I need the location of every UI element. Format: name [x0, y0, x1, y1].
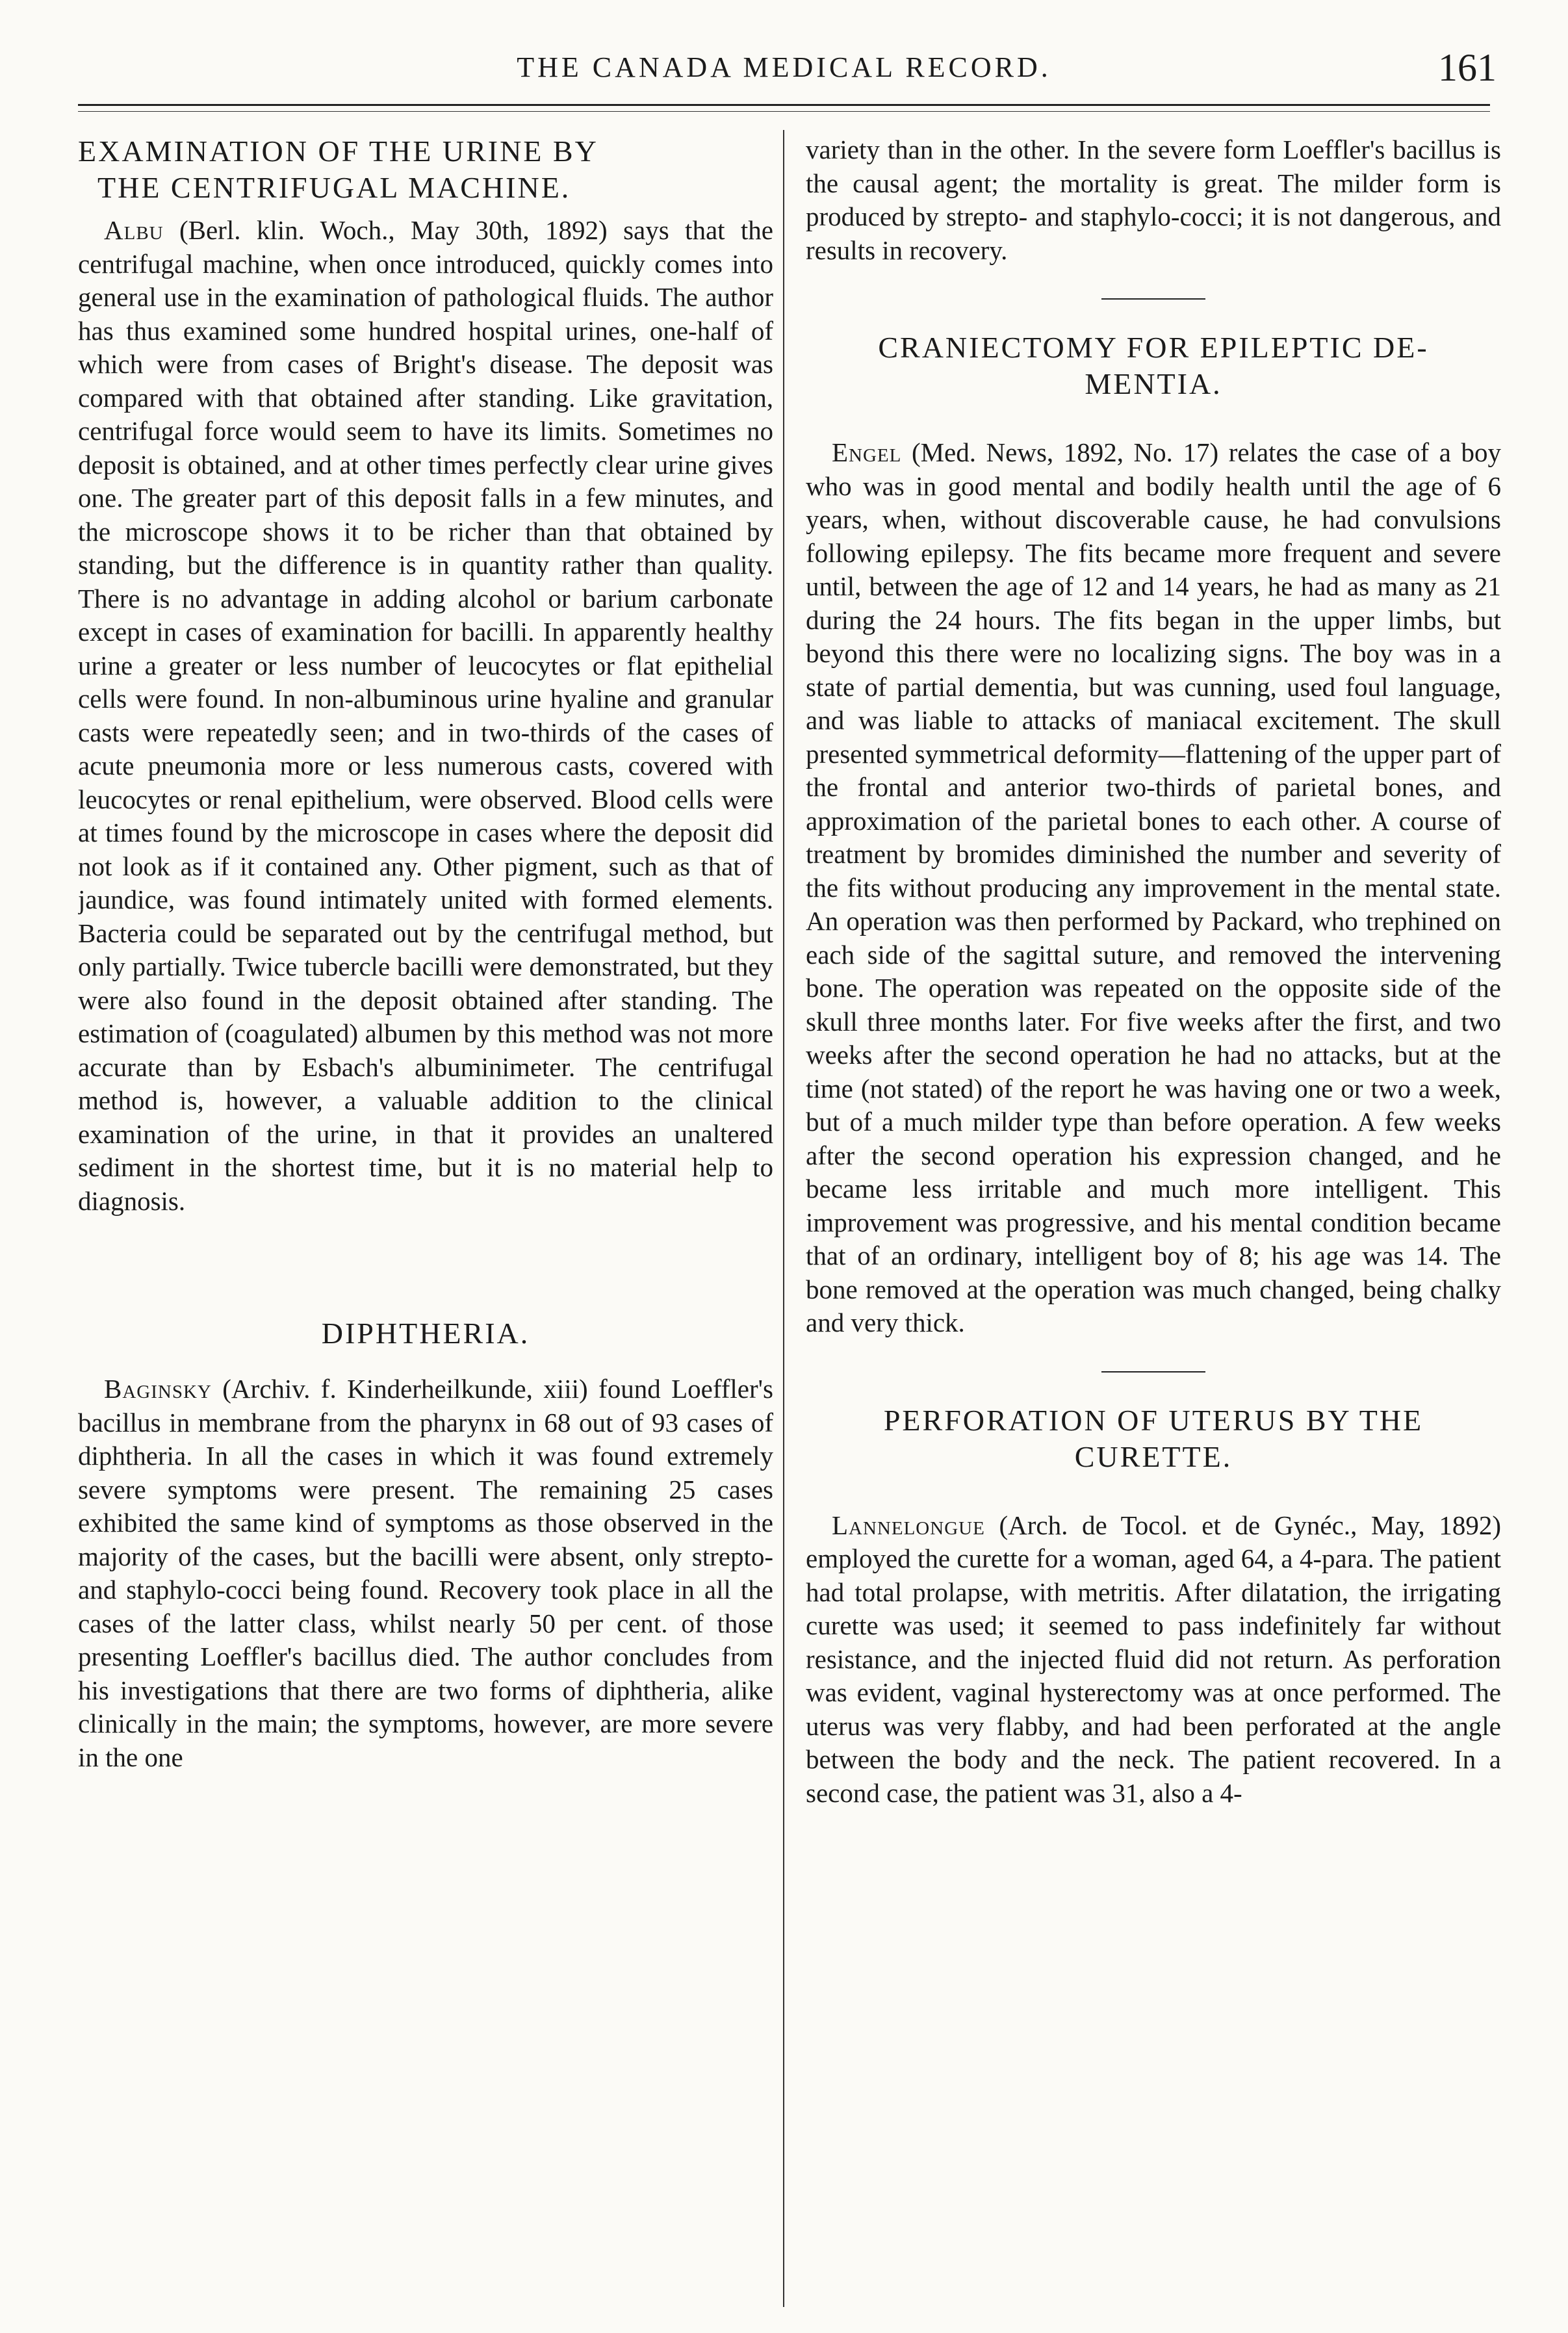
author-lannelongue: Lannelongue: [832, 1510, 985, 1540]
title-gap: [78, 1360, 773, 1373]
column-divider: [783, 130, 784, 2307]
right-column: [806, 133, 1501, 2307]
article-body-diphtheria: [78, 1373, 773, 1774]
article-text-perforation: (Arch. de Tocol. et de Gynéc., May, 1892) employed the curette for a woman, aged 64, a 4-para. The patient had total prolapse, with metritis. After dilatation, the irrigating curette was used; it seemed to pass indefinitely far without resistance, and the injected fluid did not return. As perforation was evident, vaginal hysterectomy was at once performed. The uterus was very flabby, and had been perforated at the angle between the body and the neck. The patient recovered. In a second case, the patient was 31, also a 4-: [806, 1510, 1501, 1808]
article-body-urine: [78, 214, 773, 1218]
article-title-craniectomy-line1: CRANIECTOMY FOR EPILEPTIC DE-: [878, 331, 1429, 364]
article-title-diphtheria: DIPHTHERIA.: [321, 1317, 530, 1350]
title-gap: [806, 1483, 1501, 1509]
article-text-craniectomy: (Med. News, 1892, No. 17) relates the case of a boy who was in good mental and bodily health until the age of 6 years, when, without discoverable cause, he had convulsions following epilepsy. The fits became more frequent and severe until, between the age of 12 and 14 years, he had as many as 21 during the 24 hours. The fits began in the upper limbs, but beyond this there were no localizing signs. The boy was in a state of partial dementia, but was cunning, used foul language, and was liable to attacks of maniacal excitement. The skull presented symmetrical deformity—flattening of the upper part of the frontal and anterior two-thirds of parietal bones, and approximation of the parietal bones to each other. A course of treatment by bromides diminished the number and severity of the fits without producing any improvement in the mental state. An operation was then performed by Packard, who trephined on each side of the sagittal suture, and removed the intervening bone. The operation was repeated on the opposite side of the skull three months later. For five weeks after the first, and two weeks after the second operation he had no attacks, but at the time (not stated) of the report he was having one or two a week, but of a much milder type than before operation. A few weeks after the second operation his expression changed, and he became less irritable and much more intelligent. This improvement was progressive, and his mental condition became that of an ordinary, intelligent boy of 8; his age was 14. The bone removed at the operation was much changed, being chalky and very thick.: [806, 437, 1501, 1337]
header-rule: [78, 104, 1490, 112]
article-text-urine: (Berl. klin. Woch., May 30th, 1892) says that the centrifugal machine, when once introduced, quickly comes into general use in the examination of pathological fluids. The author has thus examined some hundred hospital urines, one-half of which were from cases of Bright's disease. The deposit was compared with that obtained after standing. Like gravitation, centrifugal force would seem to have its limits. Sometimes no deposit is obtained, and at other times perfectly clear urine gives one. The greater part of this deposit falls in a few minutes, and the microscope shows it to be richer than that obtained by standing, but the difference is in quantity rather than quality. There is no advantage in adding alcohol or barium carbonate except in cases of examination for bacilli. In apparently healthy urine a greater or less number of leucocytes or flat epithelial cells were found. In non-albuminous urine hyaline and granular casts were repeatedly seen; and in two-thirds of the cases of acute pneumonia more or less numerous casts, covered with leucocytes or renal epithelium, were observed. Blood cells were at times found by the microscope in cases where the deposit did not look as if it contained any. Other pigment, such as that of jaundice, was found intimately united with formed elements. Bacteria could be separated out by the centrifugal method, but only partially. Twice tubercle bacilli were demonstrated, but they were also found in the deposit obtained after standing. The estimation of (coagulated) albumen by this method was not more accurate than by Esbach's albuminimeter. The centrifugal method is, however, a valuable addition to the clinical examination of the urine, in that it provides an unaltered sediment in the shortest time, but it is no material help to diagnosis.: [78, 215, 773, 1216]
author-baginsky: Baginsky: [104, 1374, 212, 1404]
article-title-craniectomy-line2: MENTIA.: [1085, 367, 1222, 400]
left-column: [78, 133, 773, 2307]
running-head: [0, 46, 1568, 96]
author-albu: Albu: [104, 215, 164, 245]
page-number: 161: [1438, 46, 1497, 89]
section-gap: [78, 1218, 773, 1315]
article-body-craniectomy: [806, 436, 1501, 1340]
article-body-perforation: [806, 1509, 1501, 1811]
article-title-perforation-line2: CURETTE.: [1074, 1439, 1233, 1473]
article-title-perforation-line1: PERFORATION OF UTERUS BY THE: [883, 1403, 1424, 1437]
journal-title: THE CANADA MEDICAL RECORD.: [517, 51, 1051, 83]
article-title-urine-line2: THE CENTRIFUGAL MACHINE.: [97, 171, 571, 204]
article-title-craniectomy: [806, 329, 1501, 402]
author-engel: Engel: [832, 437, 902, 467]
article-title-urine: [78, 133, 773, 206]
article-title-urine-line1: EXAMINATION OF THE URINE BY: [78, 135, 598, 168]
article-title-perforation: [806, 1402, 1501, 1475]
article-text-diphtheria: (Archiv. f. Kinderheilkunde, xiii) found Loeffler's bacillus in membrane from the pharynx in 68 out of 93 cases of diphtheria. In all the cases in which it was found extremely severe symptoms were present. The remaining 25 cases exhibited the same kind of symptoms as those observed in the majority of the cases, but the bacilli were absent, only strepto- and staphylo-cocci being found. Recovery took place in all the cases of the latter class, whilst nearly 50 per cent. of those presenting Loeffler's bacillus died. The author concludes from his investigations that there are two forms of diphtheria, alike clinically in the main; the symptoms, however, are more severe in the one: [78, 1374, 773, 1772]
article-body-diphtheria-continued: variety than in the other. In the severe form Loeffler's bacillus is the causal agent; the mortality is great. The milder form is produced by strepto- and staphylo-cocci; it is not dangerous, and results in recovery.: [806, 135, 1501, 265]
title-gap: [806, 410, 1501, 436]
section-separator: [1101, 1371, 1205, 1373]
section-separator: [1101, 298, 1205, 300]
